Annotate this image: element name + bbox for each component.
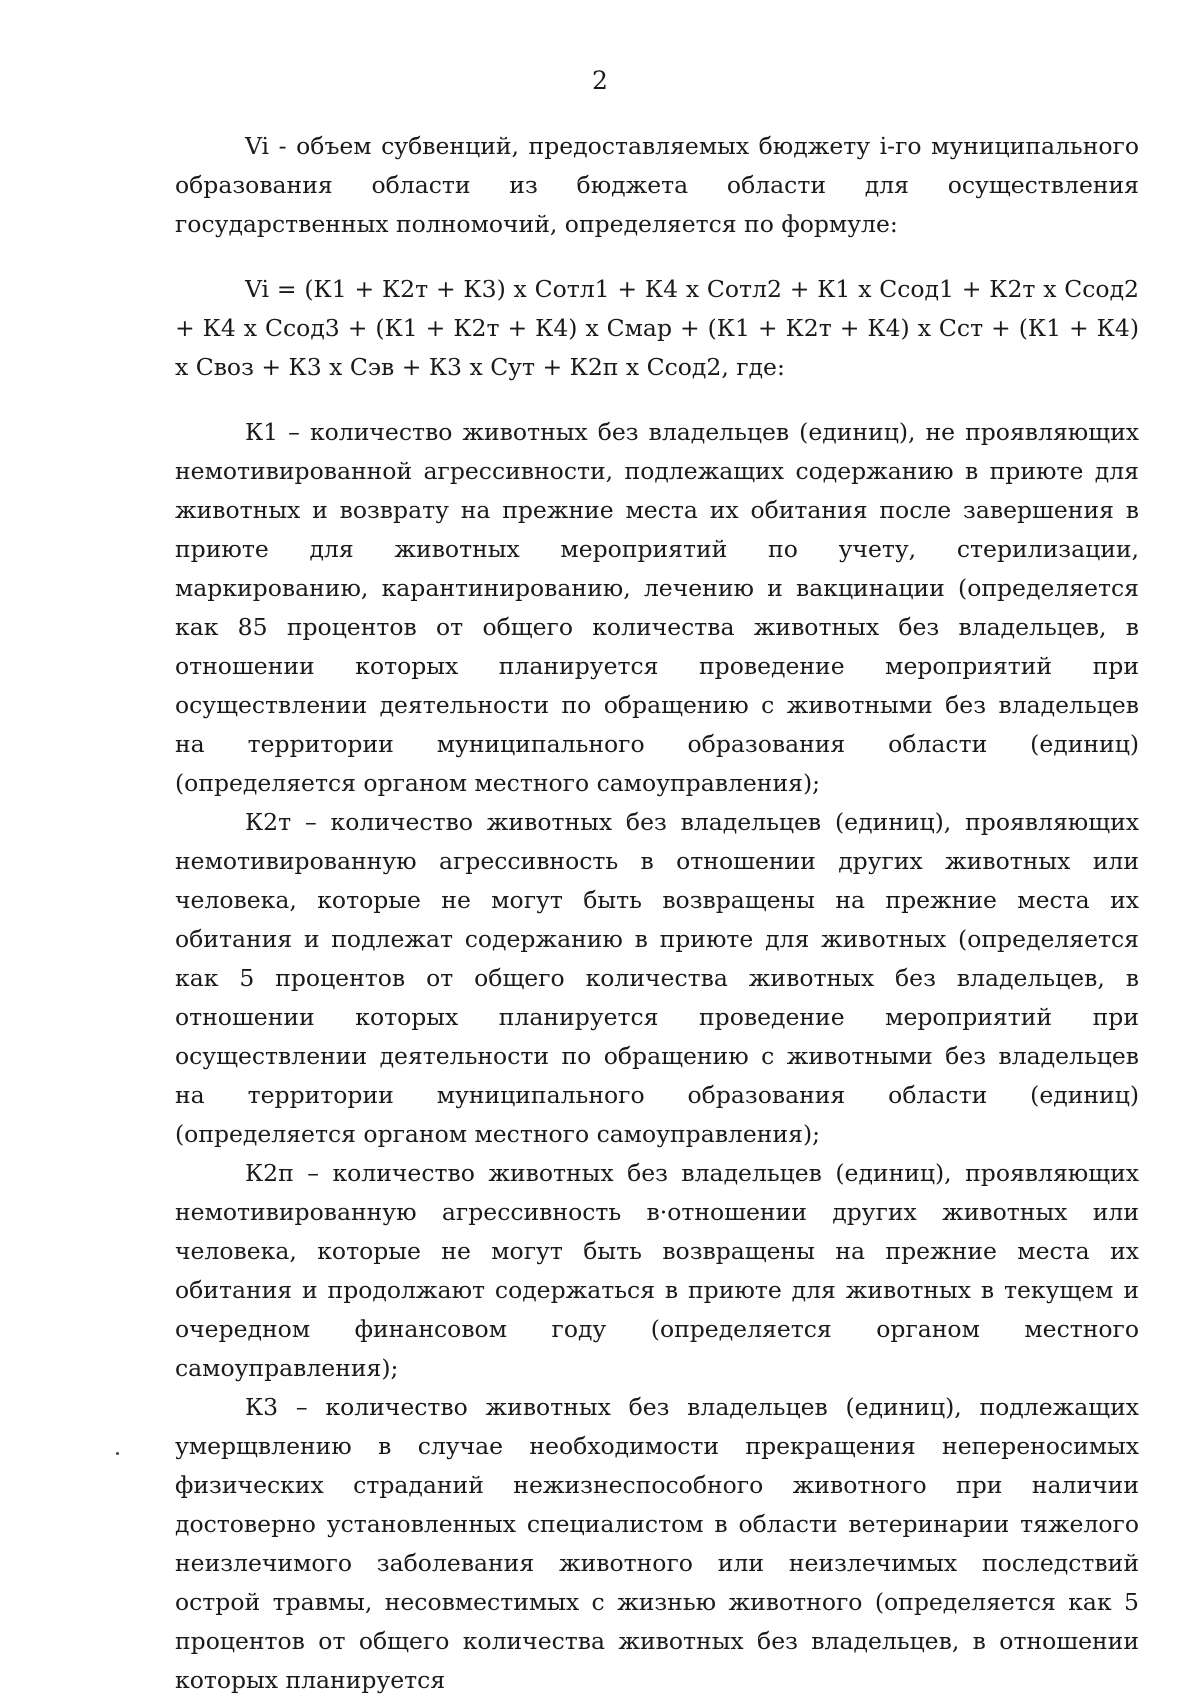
definition-k2t: К2т – количество животных без владельцев (единиц), проявляющих немотивированную агрессивность в отношении других животных или человека, которые не могут быть возвращены на прежние места их обитания и подлежат содержанию в приюте для животных (определяется как 5 процентов от общего количества животных без владельцев, в отношении которых планируется проведение мероприятий при осуществлении деятельности по обращению с животными без владельцев на территории муниципального образования области (единиц) (определяется органом местного самоуправления); bbox=[175, 808, 1139, 1148]
definition-k1: К1 – количество животных без владельцев (единиц), не проявляющих немотивированной агрессивности, подлежащих содержанию в приюте для животных и возврату на прежние места их обитания после завершения в приюте для животных мероприятий по учету, стерилизации, маркированию, карантинированию, лечению и вакцинации (определяется как 85 процентов от общего количества животных без владельцев, в отношении которых планируется проведение мероприятий при осуществлении деятельности по обращению с животными без владельцев на территории муниципального образования области (единиц) (определяется органом местного самоуправления); bbox=[175, 418, 1139, 797]
intro-paragraph: Vi - объем субвенций, предоставляемых бюджету i-го муниципального образования области из бюджета области для осуществления государственных полномочий, определяется по формуле: bbox=[175, 132, 1139, 238]
page-number: 2 bbox=[592, 66, 608, 95]
definition-k2p: К2п – количество животных без владельцев (единиц), проявляющих немотивированную агрессивность в·отношении других животных или человека, которые не могут быть возвращены на прежние места их обитания и продолжают содержаться в приюте для животных в текущем и очередном финансовом году (определяется органом местного самоуправления); bbox=[175, 1159, 1139, 1382]
document-body bbox=[175, 127, 1139, 1700]
definition-k3: К3 – количество животных без владельцев (единиц), подлежащих умерщвлению в случае необходимости прекращения непереносимых физических страданий нежизнеспособного животного при наличии достоверно установленных специалистом в области ветеринарии тяжелого неизлечимого заболевания животного или неизлечимых последствий острой травмы, несовместимых с жизнью животного (определяется как 5 процентов от общего количества животных без владельцев, в отношении которых планируется bbox=[175, 1393, 1139, 1694]
scan-speck bbox=[116, 1452, 119, 1455]
subvention-formula: Vi = (К1 + К2т + К3) х Сотл1 + К4 х Сотл2 + К1 х Ссод1 + К2т х Ссод2 + К4 х Ссод3 + (К1 + К2т + К4) х Смар + (К1 + К2т + К4) х Сст + (К1 + К4) х Своз + К3 х Сэв + К3 х Сут + К2п х Ссод2, где: bbox=[175, 275, 1139, 381]
